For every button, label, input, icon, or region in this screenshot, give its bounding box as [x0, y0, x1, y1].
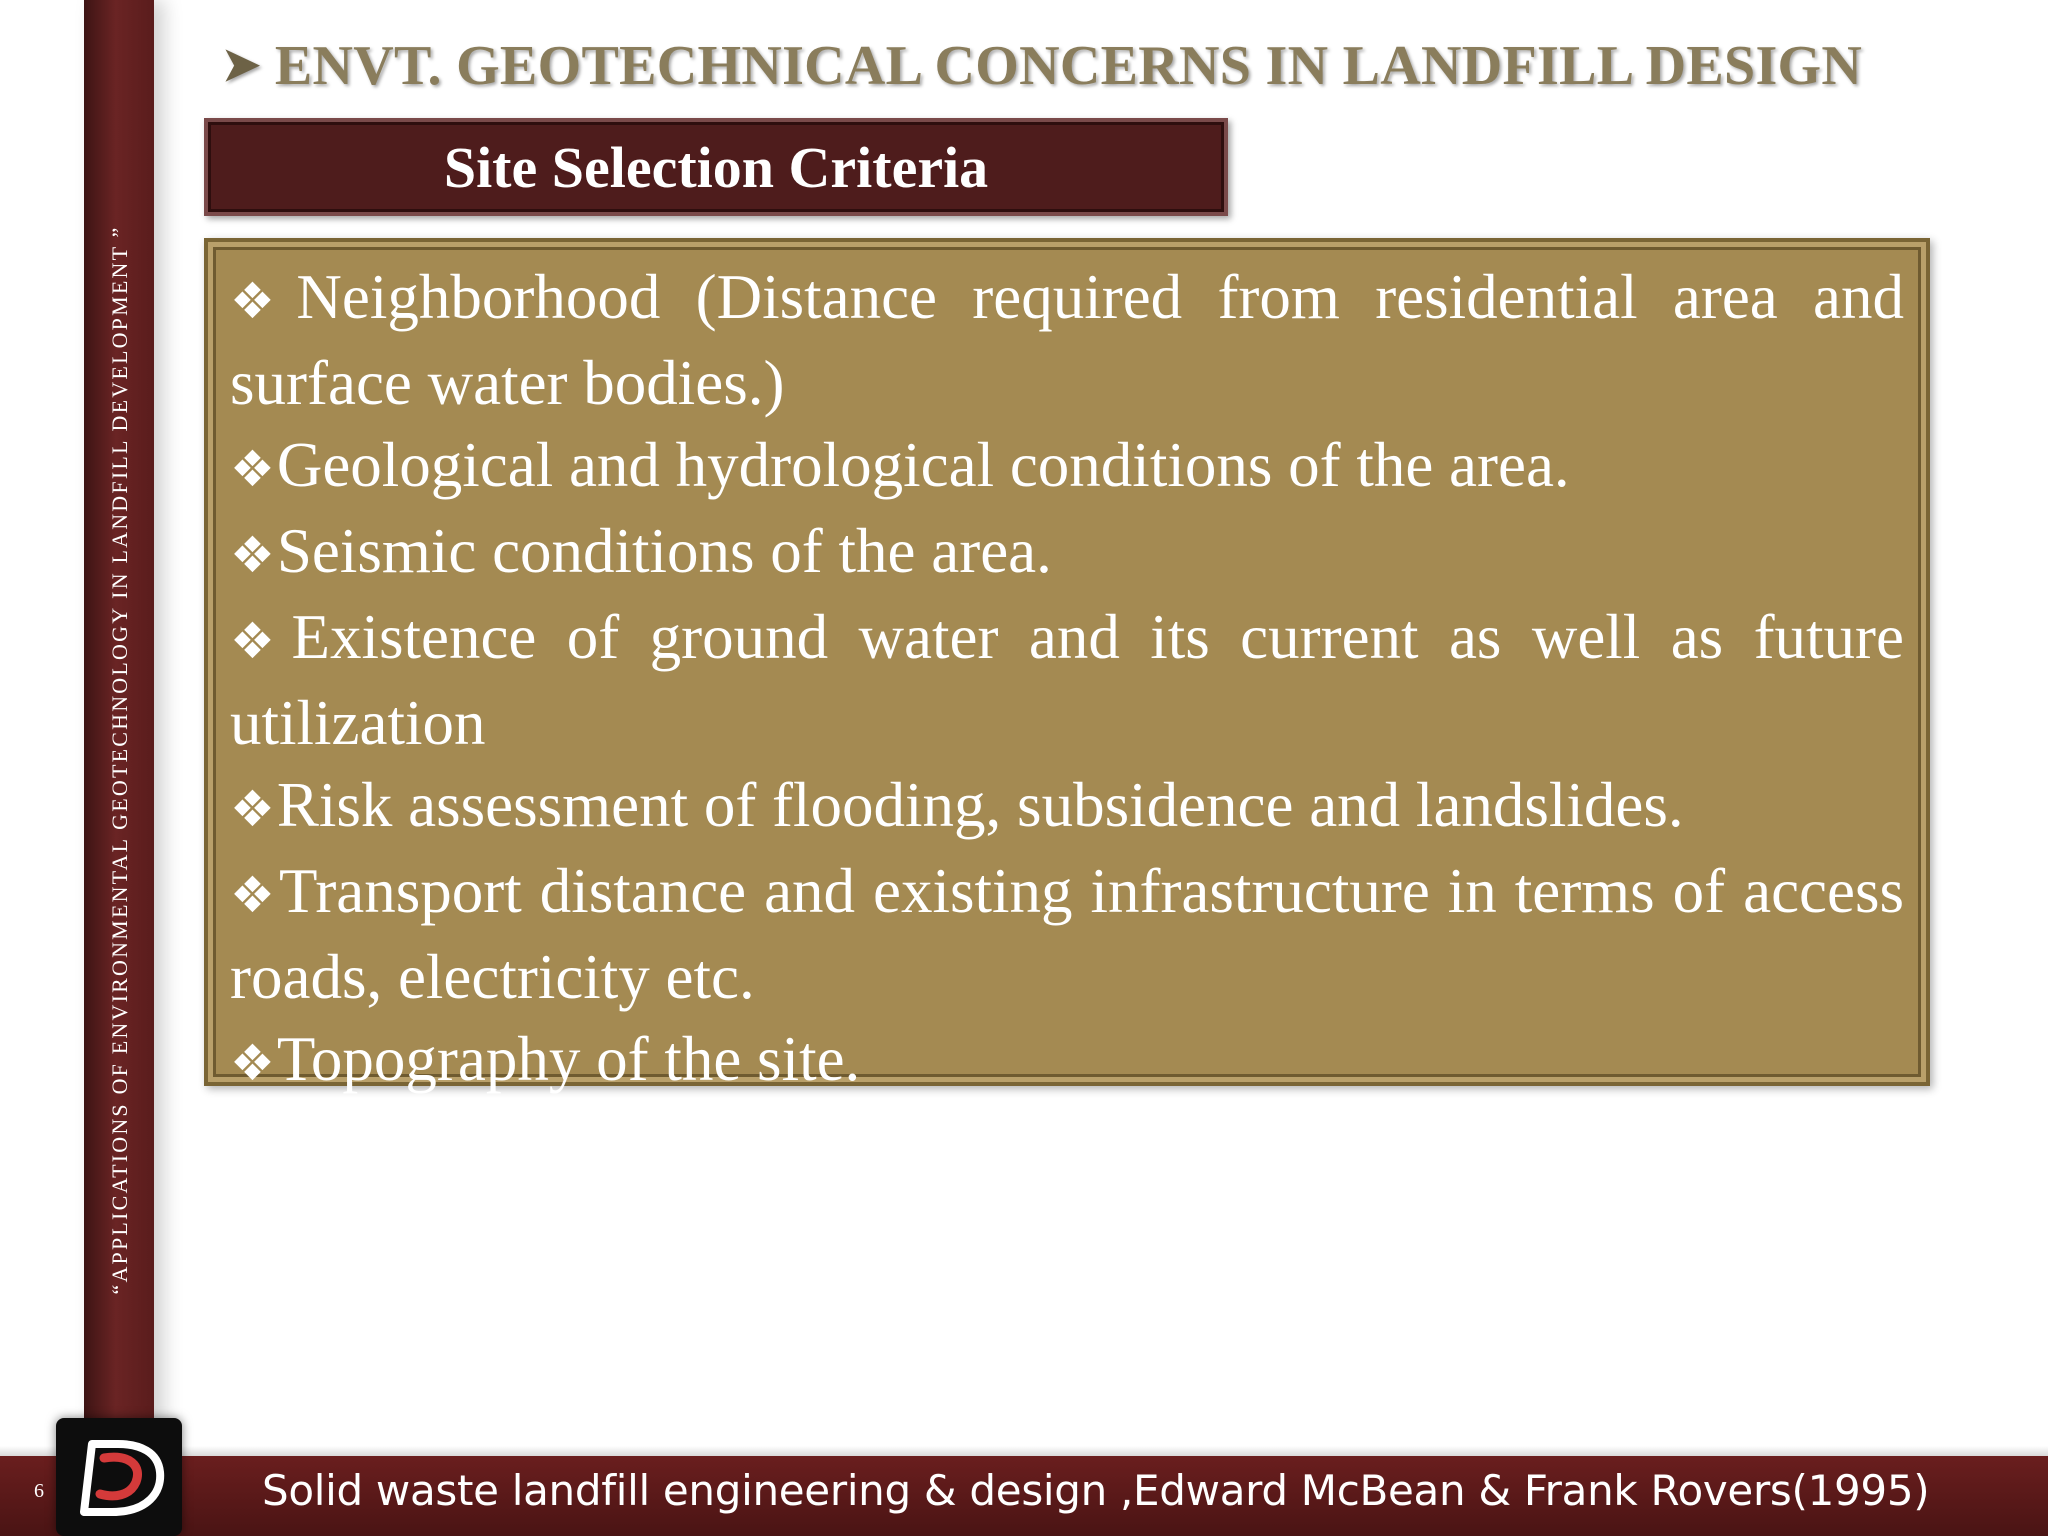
side-caption: “APPLICATIONS OF ENVIRONMENTAL GEOTECHNOLOGY IN LANDFILL DEVELOPMENT ” — [107, 225, 132, 1295]
list-item-text: Topography of the site. — [276, 1024, 861, 1094]
slide-title — [222, 34, 1862, 98]
subtitle-banner — [204, 118, 1228, 216]
diamond-bullet-icon: ❖ — [230, 612, 290, 670]
list-item-text: Existence of ground water and its current as well as future utilization — [230, 602, 1904, 758]
slide-title-text: ENVT. GEOTECHNICAL CONCERNS IN LANDFILL DESIGN — [274, 35, 1863, 97]
list-item-text: Risk assessment of flooding, subsidence and landslides. — [276, 770, 1684, 840]
arrow-right-icon: ➤ — [222, 39, 261, 90]
list-item — [230, 510, 1904, 596]
footer-reference: Solid waste landfill engineering & design ,Edward McBean & Frank Rovers(1995) — [262, 1466, 1930, 1515]
list-item-text: Geological and hydrological conditions of the area. — [276, 430, 1570, 500]
diamond-bullet-icon: ❖ — [230, 866, 278, 924]
subtitle-text: Site Selection Criteria — [443, 134, 989, 200]
list-item-text: Seismic conditions of the area. — [276, 516, 1052, 586]
list-item — [230, 850, 1904, 1018]
list-item — [230, 424, 1904, 510]
diamond-bullet-icon: ❖ — [230, 780, 275, 838]
list-item-text: Neighborhood (Distance required from residential area and surface water bodies.) — [230, 262, 1905, 418]
list-item — [230, 256, 1904, 424]
list-item — [230, 764, 1904, 850]
page-number: 6 — [34, 1480, 44, 1502]
criteria-box — [204, 238, 1930, 1094]
diamond-bullet-icon: ❖ — [230, 526, 275, 584]
diamond-bullet-icon: ❖ — [230, 272, 295, 330]
diamond-bullet-icon: ❖ — [230, 1034, 275, 1092]
diamond-bullet-icon: ❖ — [230, 440, 275, 498]
list-item-text: Transport distance and existing infrastructure in terms of access roads, electricity etc. — [230, 856, 1904, 1012]
list-item — [230, 1018, 1904, 1104]
list-item — [230, 596, 1904, 764]
logo-icon — [56, 1418, 182, 1536]
